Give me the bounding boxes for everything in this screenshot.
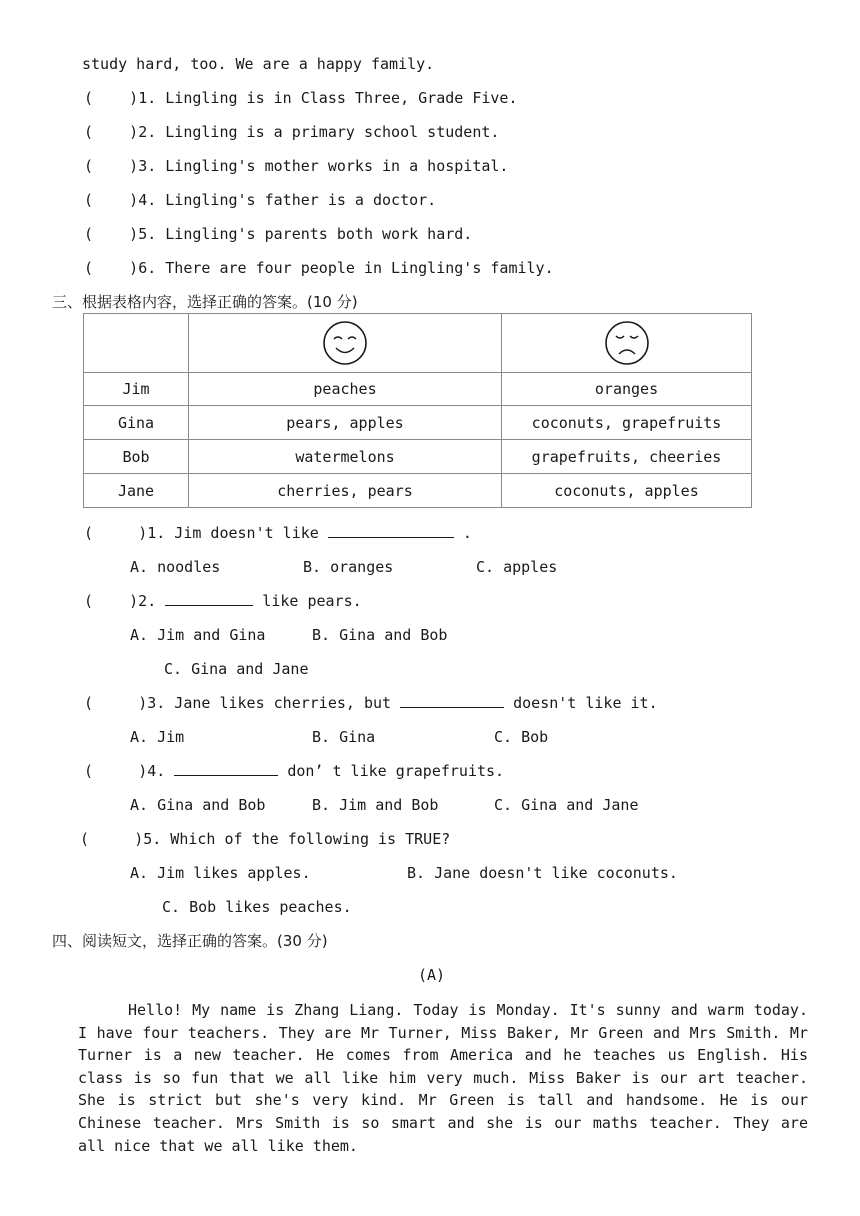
q1-option-a[interactable]: A. noodles — [130, 558, 221, 576]
name-cell: Jim — [84, 373, 189, 406]
name-cell: Bob — [84, 440, 189, 474]
tf-statement: 3. Lingling's mother works in a hospital. — [138, 157, 509, 175]
q2-option-c[interactable]: C. Gina and Jane — [164, 660, 309, 678]
table-row — [84, 373, 752, 406]
tf-item-1 — [84, 88, 517, 108]
tf-item-5 — [84, 224, 472, 244]
like-cell: peaches — [189, 373, 502, 406]
answer-bracket[interactable]: ( — [84, 762, 139, 780]
q3-option-b[interactable]: B. Gina — [312, 728, 376, 746]
dislike-header-cell — [502, 314, 752, 373]
table-corner-cell — [84, 314, 189, 373]
answer-bracket[interactable]: ( ) — [84, 225, 139, 243]
fill-blank[interactable] — [400, 693, 504, 708]
q4-option-c[interactable]: C. Gina and Jane — [494, 796, 639, 814]
question-5: ( )5. Which of the following is TRUE? — [80, 830, 451, 848]
q4-option-a[interactable]: A. Gina and Bob — [130, 796, 266, 814]
table-row — [84, 440, 752, 474]
tf-item-3 — [84, 156, 508, 176]
smiling-face-icon — [322, 320, 368, 366]
tf-statement: 6. There are four people in Lingling's family. — [138, 259, 554, 277]
answer-bracket[interactable]: ( — [84, 592, 130, 610]
q4-option-b[interactable]: B. Jim and Bob — [312, 796, 439, 814]
tf-statement: 2. Lingling is a primary school student. — [138, 123, 500, 141]
q3-option-a[interactable]: A. Jim — [130, 728, 185, 746]
reading-passage — [78, 999, 808, 1157]
likes-table — [83, 313, 752, 508]
name-cell: Gina — [84, 406, 189, 440]
question-3: ( )3. Jane likes cherries, but doesn't like it. — [84, 694, 658, 712]
like-header-cell — [189, 314, 502, 373]
q5-option-a[interactable]: A. Jim likes apples. — [130, 864, 311, 882]
frowning-face-icon — [604, 320, 650, 366]
question-4: ( )4. don’ t like grapefruits. — [84, 762, 505, 780]
tf-statement: 1. Lingling is in Class Three, Grade Five. — [138, 89, 518, 107]
name-cell: Jane — [84, 474, 189, 508]
tf-item-6 — [84, 258, 554, 278]
answer-bracket[interactable]: ( ) — [84, 191, 139, 209]
q1-option-b[interactable]: B. oranges — [303, 558, 394, 576]
answer-bracket[interactable]: ( ) — [84, 123, 139, 141]
q2-option-a[interactable]: A. Jim and Gina — [130, 626, 266, 644]
fill-blank[interactable] — [165, 591, 253, 606]
q3-option-c[interactable]: C. Bob — [494, 728, 549, 746]
dislike-cell: coconuts, apples — [502, 474, 752, 508]
answer-bracket[interactable]: ( ) — [84, 89, 139, 107]
fill-blank[interactable] — [174, 761, 278, 776]
like-cell: pears, apples — [189, 406, 502, 440]
q1-option-c[interactable]: C. apples — [476, 558, 558, 576]
q5-option-c[interactable]: C. Bob likes peaches. — [162, 898, 352, 916]
like-cell: watermelons — [189, 440, 502, 474]
passage-tail: study hard, too. We are a happy family. — [82, 55, 435, 73]
question-2: ( )2. like pears. — [84, 592, 362, 610]
passage-text: Hello! My name is Zhang Liang. Today is Monday. It's sunny and warm today. I have four teachers. They are Mr Turner, Miss Baker, Mr Green and Mrs Smith. Mr Turner is a new teacher. He comes from America and he teaches us English. His class is so fun that we all like him very much. Miss Baker is our art teacher. She is strict but she's very kind. Mr Green is tall and handsome. He is our Chinese teacher. Mrs Smith is so smart and she is our maths teacher. They are all nice that we all like them. — [78, 1001, 808, 1155]
answer-bracket[interactable]: ( — [84, 524, 139, 542]
dislike-cell: oranges — [502, 373, 752, 406]
tf-item-4 — [84, 190, 436, 210]
q5-option-b[interactable]: B. Jane doesn't like coconuts. — [407, 864, 678, 882]
fill-blank[interactable] — [328, 523, 454, 538]
table-row — [84, 406, 752, 440]
section-4-title: 四、阅读短文，选择正确的答案。(30 分) — [52, 932, 328, 950]
like-cell: cherries, pears — [189, 474, 502, 508]
answer-bracket[interactable]: ( ) — [84, 157, 139, 175]
answer-bracket[interactable]: ( ) — [84, 259, 139, 277]
tf-statement: 5. Lingling's parents both work hard. — [138, 225, 473, 243]
tf-statement: 4. Lingling's father is a doctor. — [138, 191, 437, 209]
q2-option-b[interactable]: B. Gina and Bob — [312, 626, 448, 644]
answer-bracket[interactable]: ( — [84, 694, 139, 712]
answer-bracket[interactable]: ( — [80, 830, 135, 848]
question-1: ( )1. Jim doesn't like . — [84, 524, 472, 542]
tf-item-2 — [84, 122, 499, 142]
dislike-cell: grapefruits, cheeries — [502, 440, 752, 474]
passage-label: (A) — [418, 966, 446, 984]
dislike-cell: coconuts, grapefruits — [502, 406, 752, 440]
table-row — [84, 474, 752, 508]
section-3-title: 三、根据表格内容，选择正确的答案。(10 分) — [52, 293, 358, 311]
